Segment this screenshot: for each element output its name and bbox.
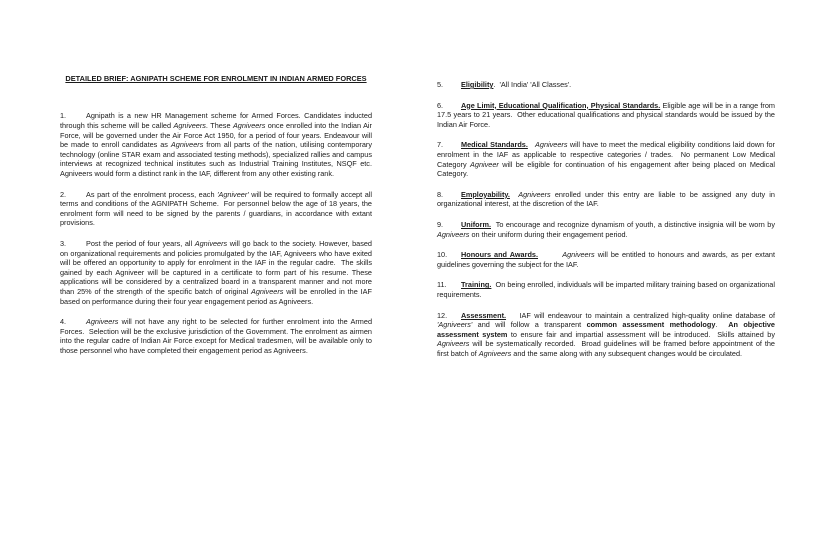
paragraph-number: 7. bbox=[437, 140, 444, 150]
paragraph-text: on their uniform during their engagement period. bbox=[469, 229, 628, 239]
paragraph-text: will have to meet the medical eligibility conditions laid down for enrolment in the IAF as applicable to respective categories / trades. No permanent Low Medical Category bbox=[437, 140, 778, 169]
paragraph-10 bbox=[437, 250, 778, 269]
paragraph-text: . bbox=[715, 320, 729, 330]
paragraph-number: 12. bbox=[437, 310, 448, 320]
paragraph-2 bbox=[60, 189, 375, 228]
paragraph-number: 9. bbox=[437, 219, 444, 229]
paragraph-text: To encourage and recognize dynamism of youth, a distinctive insignia will be worn by bbox=[491, 219, 778, 229]
paragraph-text: Agniveers bbox=[250, 286, 284, 296]
paragraph-7 bbox=[437, 140, 778, 179]
paragraph-heading: Eligibility bbox=[461, 80, 494, 89]
document-title: DETAILED BRIEF: AGNIPATH SCHEME FOR ENROLMENT IN INDIAN ARMED FORCES bbox=[65, 74, 367, 83]
paragraph-text: will be required to formally accept all terms and conditions of the AGNIPATH Scheme. For personnel below the age of 18 years, the enrolment form will need to be signed by the parents / guardians, in accordance with extant provisions. bbox=[60, 189, 375, 228]
paragraph-text: and the same along with any subsequent changes would be circulated. bbox=[511, 348, 743, 358]
paragraph-text: to ensure fair and impartial assessment will be introduced. Skills attained by bbox=[507, 329, 778, 339]
paragraph-text bbox=[528, 140, 535, 149]
paragraph-text: once enrolled into the Indian Air Force, will be governed under the Air Force Act 1950, for a period of four years. Endeavour will be made to enroll candidates as bbox=[60, 121, 375, 150]
paragraph-heading: Honours and Awards. bbox=[461, 250, 539, 260]
paragraph-number: 10. bbox=[437, 250, 448, 260]
paragraph-text: will be entitled to honours and awards, as per extant guidelines governing the subject for the IAF. bbox=[437, 250, 778, 269]
paragraph-heading: Uniform. bbox=[461, 219, 491, 229]
paragraph-heading: Assessment. bbox=[461, 310, 507, 320]
paragraph-number: 3. bbox=[60, 238, 67, 248]
paragraph-text: will be eligible for continuation of his engagement after being placed on Medical Category. bbox=[437, 159, 778, 179]
paragraph-text: Agniveers bbox=[173, 121, 206, 130]
paragraph-text: Agniveers bbox=[437, 339, 470, 349]
paragraph-text: common assessment methodology bbox=[586, 320, 716, 330]
paragraph-number: 6. bbox=[437, 100, 444, 110]
paragraph-5 bbox=[437, 80, 775, 90]
paragraph-number: 8. bbox=[437, 189, 444, 199]
paragraph-4 bbox=[60, 317, 375, 355]
paragraph-text: Agniveers bbox=[562, 250, 595, 260]
paragraph-12 bbox=[437, 310, 778, 359]
paragraph-text: Agnipath is a new HR Management scheme for Armed Forces. Candidates inducted through this scheme will be called bbox=[60, 111, 375, 130]
paragraph-text: Agniveers bbox=[535, 140, 568, 150]
paragraph-text: will not have any right to be selected for further enrolment into the Armed Forces. Selection will be the exclusive jurisdiction of the Government. The enrolment as airmen into the regular cadre of Indian Air Force except for Medical tradesmen, will be available only to those personnel who have completed their engagement period as Agniveers. bbox=[60, 317, 375, 355]
paragraph-text: Agniveers bbox=[232, 121, 266, 130]
paragraph-text: and will follow a transparent bbox=[472, 320, 587, 330]
paragraph-text: Agniveers bbox=[170, 140, 204, 150]
paragraph-8 bbox=[437, 189, 778, 209]
paragraph-text: 'Agniveer' bbox=[217, 189, 249, 199]
paragraph-text: Agniveer bbox=[470, 159, 499, 169]
paragraph-number: 4. bbox=[60, 317, 67, 327]
paragraph-text: As part of the enrolment process, each bbox=[86, 189, 218, 199]
paragraph-text: Agniveers bbox=[478, 348, 512, 358]
paragraph-text: Agniveers bbox=[194, 238, 228, 248]
paragraph-number: 5. bbox=[437, 80, 444, 89]
paragraph-1 bbox=[60, 111, 375, 178]
paragraph-text: enrolled under this entry are liable to be assigned any duty in organizational interest, at the discretion of the IAF. bbox=[437, 189, 778, 209]
paragraph-11 bbox=[437, 280, 778, 299]
paragraph-text: An objective assessment system bbox=[437, 320, 778, 339]
paragraph-text: Post the period of four years, all bbox=[86, 238, 195, 248]
left-column bbox=[60, 74, 375, 366]
paragraph-text: will be enrolled in the IAF based on performance during their four year engagement period as Agniveers. bbox=[60, 286, 375, 306]
paragraph-heading: Age Limit, Educational Qualification, Physical Standards. bbox=[461, 100, 661, 110]
paragraph-text: 'Agniveers' bbox=[437, 320, 473, 330]
paragraph-number: 2. bbox=[60, 189, 67, 199]
right-paragraphs bbox=[437, 80, 778, 358]
paragraph-text: Agniveers bbox=[518, 189, 551, 199]
paragraph-text: from all parts of the nation, utilising contemporary technology (online STAR exam and associated testing methods), specialized rallies and campus interviews at recognized technical institutes such as Industrial Training Institutes, NSQF etc. Agniveers would form a distinct rank in the IAF, different from any other existing rank. bbox=[60, 140, 375, 178]
paragraph-text: will be systematically recorded. Broad guidelines will be framed before appointment of the first batch of bbox=[437, 339, 778, 358]
left-paragraphs bbox=[60, 111, 375, 355]
paragraph-text: will go back to the society. However, based on organizational requirements and policies promulgated by the IAF, Agniveers who have exited will be offered an opportunity to apply for enrolment in the IAF in the regular cadre. The skills gained by each Agniveer will be captured in a certificate to form part of his resume. These applications will be considered by a centralized board in a transparent manner and not more than 25% of the strength of the specific batch of original bbox=[60, 238, 375, 296]
paragraph-text: Agniveers bbox=[86, 317, 119, 327]
paragraph-text: . 'All India' 'All Classes'. bbox=[493, 80, 572, 89]
paragraph-heading: Training. bbox=[461, 280, 492, 290]
paragraph-number: 1. bbox=[60, 111, 67, 121]
paragraph-text bbox=[538, 250, 562, 259]
paragraph-text: On being enrolled, individuals will be imparted military training based on organizational requirements. bbox=[437, 280, 778, 299]
paragraph-heading: Medical Standards. bbox=[461, 140, 528, 150]
paragraph-text: . These bbox=[205, 121, 233, 130]
paragraph-number: 11. bbox=[437, 280, 447, 290]
paragraph-text bbox=[510, 190, 518, 199]
paragraph-text: Eligible age will be in a range from 17.5 years to 21 years. Other educational qualifications and physical standards would be issued by the Indian Air Force. bbox=[437, 100, 778, 129]
paragraph-3 bbox=[60, 238, 375, 306]
paragraph-9 bbox=[437, 219, 778, 239]
paragraph-text: IAF will endeavour to maintain a centralized high-quality online database of bbox=[506, 310, 778, 320]
paragraph-6 bbox=[437, 100, 778, 130]
paragraph-heading: Employability. bbox=[461, 189, 510, 199]
paragraph-text: Agniveers bbox=[437, 229, 470, 239]
right-column bbox=[437, 80, 778, 369]
